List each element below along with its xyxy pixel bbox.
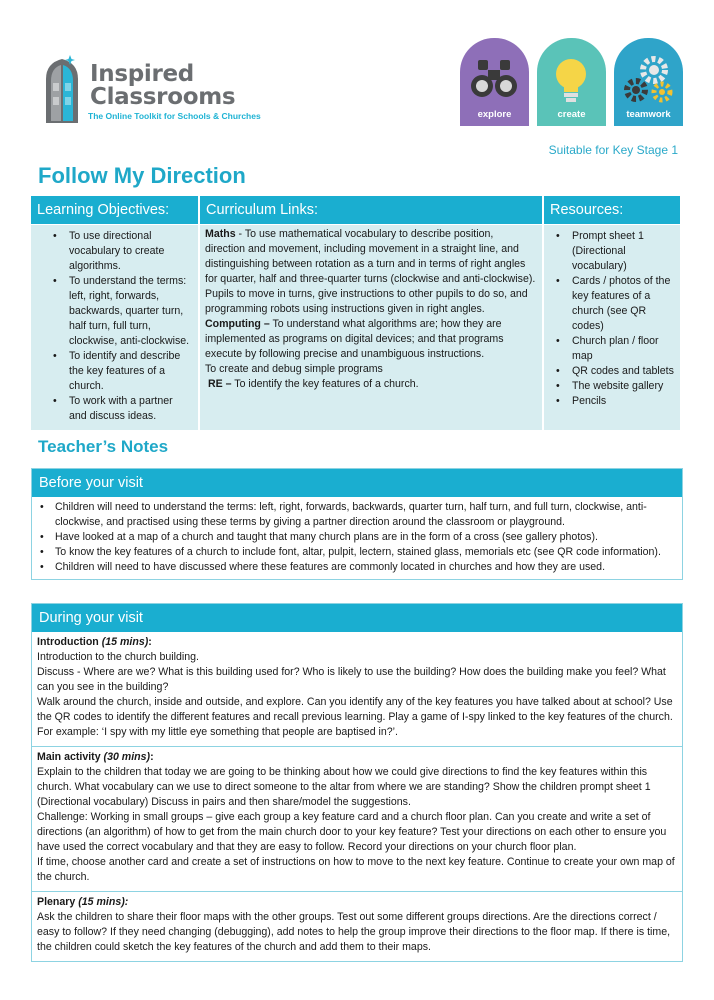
- before-visit-box: [31, 468, 683, 580]
- computing-paragraph: [205, 317, 536, 362]
- introduction-line: Walk around the church, inside and outside, and explore. Can you identify any of the key features you have talked about at school? Use the QR codes to identify the different features and recall previous learning. Play a game of I-spy linked to the key features of the church. For example: ‘I spy with my little eye something that people are baptised in?’.: [37, 696, 673, 738]
- maths-label: Maths: [205, 228, 236, 240]
- resource-item: • The website gallery: [546, 379, 676, 394]
- teachers-notes-heading: Teacher’s Notes: [38, 437, 169, 456]
- objective-item: • To use directional vocabulary to create algorithms.: [43, 229, 192, 274]
- create-badge: [537, 38, 606, 126]
- resources-body: [544, 225, 680, 430]
- resource-item: • Prompt sheet 1 (Directional vocabulary): [546, 229, 676, 274]
- brand-name-line2: Classrooms: [90, 84, 236, 110]
- resources-heading: Resources:: [544, 196, 680, 224]
- learning-objectives-heading: Learning Objectives:: [31, 196, 198, 224]
- before-visit-item: • To know the key features of a church to include font, altar, pulpit, lectern, stained glass, memorials etc (see QR code information).: [36, 545, 676, 560]
- before-visit-item: • Have looked at a map of a church and taught that many church plans are in the form of a cross (see gallery photos).: [36, 530, 676, 545]
- church-door-icon: [40, 55, 84, 125]
- resource-item: • Pencils: [546, 394, 676, 409]
- objective-item: • To understand the terms: left, right, forwards, backwards, quarter turn, half turn, full turn, clockwise, anti-clockwise.: [43, 274, 192, 349]
- introduction-line: Introduction to the church building.: [37, 651, 199, 663]
- teamwork-badge: [614, 38, 683, 126]
- main-activity-section: [32, 746, 682, 891]
- objective-item: • To identify and describe the key features of a church.: [43, 349, 192, 394]
- main-activity-line: Explain to the children that today we are going to be thinking about how we could give directions to find the key features within this church. What vocabulary can we use to direct someone to the altar from where we are standing? Show the children prompt sheet 1 (Directional vocabulary) Discuss in pairs and then share/model the suggestions.: [37, 766, 651, 808]
- main-activity-label: Main activity: [37, 751, 101, 763]
- lightbulb-icon: [545, 56, 597, 106]
- learning-objectives-body: [31, 225, 198, 430]
- before-visit-item: • Children will need to understand the terms: left, right, forwards, backwards, quarter turn, half turn, and full turn, clockwise, anti-clockwise, and practised using these terms by giving a partner direction around the classroom or playground.: [36, 500, 676, 530]
- plenary-section: [32, 891, 682, 961]
- introduction-section: [32, 632, 682, 746]
- activity-badges: [460, 38, 683, 126]
- binoculars-icon: [468, 56, 520, 102]
- computing-label: Computing –: [205, 318, 270, 330]
- re-text: To identify the key features of a church.: [231, 378, 419, 390]
- introduction-time: (15 mins): [101, 636, 149, 648]
- plenary-heading: [37, 895, 676, 910]
- introduction-line: Discuss - Where are we? What is this building used for? Who is likely to use the building? How does the building make you feel? What can you see in the building?: [37, 666, 666, 693]
- main-activity-line: If time, choose another card and create a set of instructions on how to move to the next key feature. Continue to create your own map of the church.: [37, 856, 675, 883]
- maths-paragraph: [205, 227, 536, 287]
- during-visit-box: [31, 603, 683, 962]
- create-label: create: [557, 109, 586, 120]
- brand-tagline: The Online Toolkit for Schools & Churches: [88, 111, 261, 121]
- maths-text: - To use mathematical vocabulary to describe position, direction and movement, including movement in a straight line, and distinguishing between rotation as a turn and in terms of right angles for quarter, half and three-quarter turns (clockwise and anti-clockwise).: [205, 228, 536, 285]
- computing-text: To understand what algorithms are; how they are implemented as programs on digital devices; and that programs execute by following precise and unambiguous instructions.: [205, 318, 504, 360]
- before-visit-body: [32, 497, 682, 579]
- explore-label: explore: [477, 109, 512, 120]
- re-label: RE –: [207, 378, 232, 390]
- during-visit-heading: During your visit: [32, 604, 682, 632]
- resource-item: • QR codes and tablets: [546, 364, 676, 379]
- logo: [40, 50, 300, 130]
- pupils-paragraph: Pupils to move in turns, give instructions to other pupils to do so, and programming robots using instructions given in right angles.: [205, 288, 528, 315]
- resource-item: • Church plan / floor map: [546, 334, 676, 364]
- gears-icon: [622, 56, 678, 106]
- curriculum-links-heading: Curriculum Links:: [200, 196, 542, 224]
- debug-paragraph: To create and debug simple programs: [205, 363, 383, 375]
- explore-badge: [460, 38, 529, 126]
- during-visit-body: [32, 632, 682, 961]
- curriculum-links-body: [200, 225, 542, 430]
- before-visit-item: • Children will need to have discussed where these features are commonly located in churches and how they are used.: [36, 560, 676, 575]
- plenary-label: Plenary: [37, 896, 76, 908]
- resource-item: • Cards / photos of the key features of a church (see QR codes): [546, 274, 676, 334]
- re-paragraph: [205, 377, 536, 392]
- introduction-label: Introduction: [37, 636, 99, 648]
- main-activity-line: Challenge: Working in small groups – give each group a key feature card and a church floor plan. Can you create and write a set of directions (an algorithm) of how to get from the main church door to your key feature? Test your directions on each other to ensure you have used the correct vocabulary and that they are easy to follow. Record your directions on your church floor plan.: [37, 811, 667, 853]
- introduction-heading: Introduction (15 mins):: [37, 636, 152, 648]
- main-activity-time: (30 mins): [103, 751, 151, 763]
- plenary-time: (15 mins):: [78, 896, 129, 908]
- plenary-line: Ask the children to share their floor maps with the other groups. Test out some different groups directions. Are the directions correct / easy to follow? If they need changing (debugging), add notes to help the group improve their directions to the floor map. If there is time, the children could sketch the key features of the church and add them to their maps.: [37, 911, 671, 953]
- key-stage-label: Suitable for Key Stage 1: [548, 143, 678, 157]
- before-visit-heading: Before your visit: [32, 469, 682, 497]
- teamwork-label: teamwork: [626, 109, 671, 120]
- brand-name-line1: Inspired: [90, 61, 194, 87]
- objective-item: • To work with a partner and discuss ideas.: [43, 394, 192, 424]
- page-title: Follow My Direction: [38, 163, 246, 188]
- main-activity-heading: Main activity (30 mins):: [37, 751, 154, 763]
